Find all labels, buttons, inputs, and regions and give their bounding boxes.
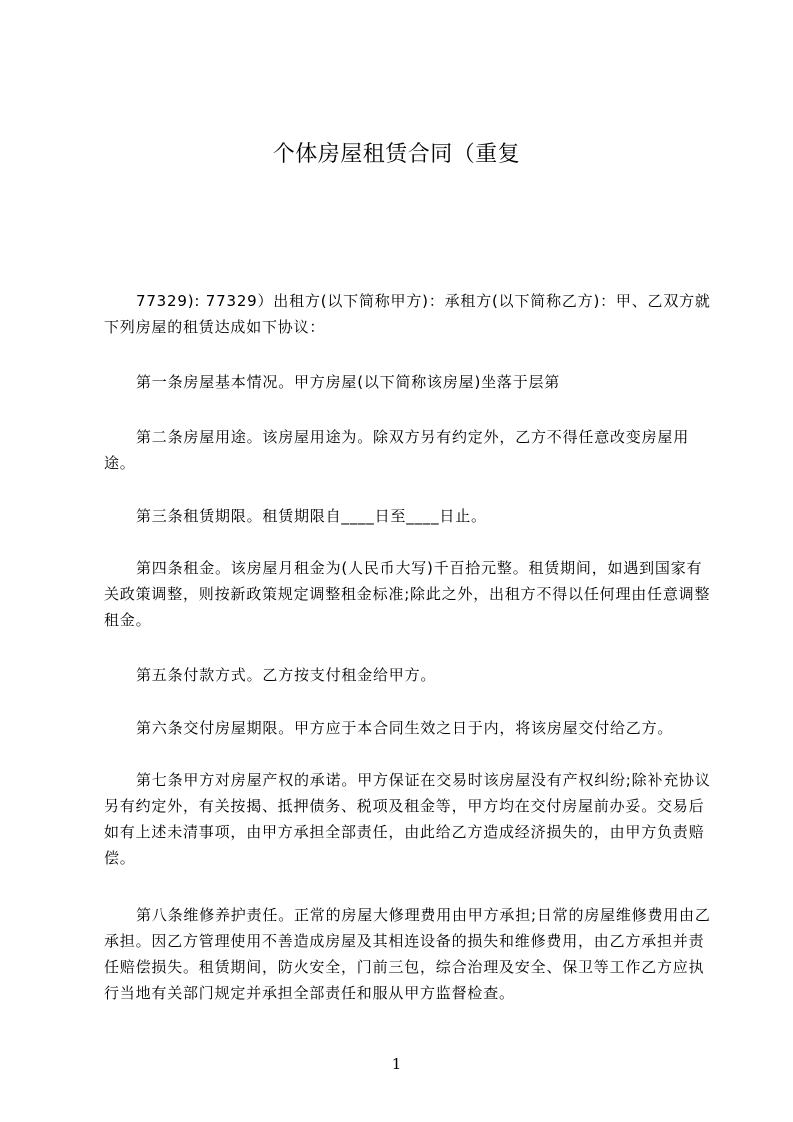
document-title: 个体房屋租赁合同（重复 [272, 142, 521, 167]
paragraph-article-2: 第二条房屋用途。该房屋用途为。除双方另有约定外，乙方不得任意改变房屋用途。 [104, 428, 690, 472]
paragraph-article-7: 第七条甲方对房屋产权的承诺。甲方保证在交易时该房屋没有产权纠纷;除补充协议另有约定外，有关按揭、抵押债务、税项及租金等，甲方均在交付房屋前办妥。交易后如有上述未清事项，由甲方承担全部责任，由此给乙方造成经济损失的，由甲方负责赔偿。 [104, 771, 711, 867]
paragraph-article-6: 第六条交付房屋期限。甲方应于本合同生效之日于内，将该房屋交付给乙方。 [136, 719, 674, 737]
paragraph-preamble: 77329): 77329）出租方(以下简称甲方)：承租方(以下简称乙方)：甲、乙双方就下列房屋的租赁达成如下协议： [104, 292, 711, 336]
paragraph-article-1: 第一条房屋基本情况。甲方房屋(以下简称该房屋)坐落于层第 [136, 373, 561, 391]
paragraph-article-3: 第三条租赁期限。租赁期限自____日至____日止。 [136, 507, 487, 525]
paragraph-article-8: 第八条维修养护责任。正常的房屋大修理费用由甲方承担;日常的房屋维修费用由乙承担。因乙方管理使用不善造成房屋及其相连设备的损失和维修费用，由乙方承担并责任赔偿损失。租赁期间，防火安全，门前三包，综合治理及安全、保卫等工作乙方应执行当地有关部门规定并承担全部责任和服从甲方监督检查。 [104, 906, 711, 1002]
paragraph-article-5: 第五条付款方式。乙方按支付租金给甲方。 [136, 666, 437, 684]
paragraph-article-4: 第四条租金。该房屋月租金为(人民币大写)千百拾元整。租赁期间，如遇到国家有关政策调整，则按新政策规定调整租金标准;除此之外，出租方不得以任何理由任意调整租金。 [104, 559, 711, 629]
page-number: 1 [391, 1055, 402, 1073]
